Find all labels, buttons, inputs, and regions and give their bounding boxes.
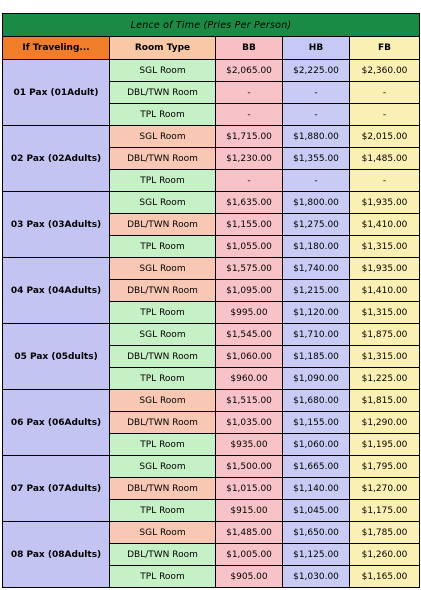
bb-price-cell: - [216, 104, 283, 126]
table-row [3, 456, 420, 478]
hb-price-cell: $1,710.00 [283, 324, 350, 346]
bb-price-cell: - [216, 82, 283, 104]
hb-price-cell: - [283, 170, 350, 192]
fb-price-cell: $1,270.00 [350, 478, 420, 500]
room-type-cell: DBL/TWN Room [110, 346, 216, 368]
bb-price-cell: $1,500.00 [216, 456, 283, 478]
bb-price-cell: - [216, 170, 283, 192]
header-bb: BB [216, 37, 283, 60]
bb-price-cell: $915.00 [216, 500, 283, 522]
room-type-cell: DBL/TWN Room [110, 280, 216, 302]
room-type-cell: TPL Room [110, 302, 216, 324]
fb-price-cell: $1,935.00 [350, 192, 420, 214]
fb-price-cell: $1,410.00 [350, 214, 420, 236]
fb-price-cell: $2,360.00 [350, 60, 420, 82]
bb-price-cell: $1,060.00 [216, 346, 283, 368]
table-title: Lence of Time (Pries Per Person) [3, 14, 420, 37]
hb-price-cell: $1,120.00 [283, 302, 350, 324]
hb-price-cell: $1,650.00 [283, 522, 350, 544]
room-type-cell: TPL Room [110, 500, 216, 522]
pax-label: 08 Pax (08Adults) [3, 522, 110, 588]
bb-price-cell: $1,015.00 [216, 478, 283, 500]
hb-price-cell: $1,155.00 [283, 412, 350, 434]
fb-price-cell: $1,315.00 [350, 302, 420, 324]
pax-label: 04 Pax (04Adults) [3, 258, 110, 324]
header-traveling: If Traveling... [3, 37, 110, 60]
bb-price-cell: $1,035.00 [216, 412, 283, 434]
bb-price-cell: $1,055.00 [216, 236, 283, 258]
hb-price-cell: $1,215.00 [283, 280, 350, 302]
bb-price-cell: $1,155.00 [216, 214, 283, 236]
fb-price-cell: $1,195.00 [350, 434, 420, 456]
fb-price-cell: - [350, 170, 420, 192]
hb-price-cell: $1,185.00 [283, 346, 350, 368]
bb-price-cell: $1,545.00 [216, 324, 283, 346]
hb-price-cell: $1,880.00 [283, 126, 350, 148]
room-type-cell: SGL Room [110, 60, 216, 82]
bb-price-cell: $995.00 [216, 302, 283, 324]
room-type-cell: SGL Room [110, 522, 216, 544]
hb-price-cell: - [283, 82, 350, 104]
room-type-cell: DBL/TWN Room [110, 82, 216, 104]
fb-price-cell: $1,175.00 [350, 500, 420, 522]
bb-price-cell: $1,485.00 [216, 522, 283, 544]
hb-price-cell: $1,030.00 [283, 566, 350, 588]
fb-price-cell: $1,260.00 [350, 544, 420, 566]
fb-price-cell: $1,785.00 [350, 522, 420, 544]
bb-price-cell: $1,005.00 [216, 544, 283, 566]
hb-price-cell: - [283, 104, 350, 126]
table-row [3, 192, 420, 214]
hb-price-cell: $1,275.00 [283, 214, 350, 236]
fb-price-cell: $2,015.00 [350, 126, 420, 148]
room-type-cell: DBL/TWN Room [110, 214, 216, 236]
fb-price-cell: $1,795.00 [350, 456, 420, 478]
pax-label: 07 Pax (07Adults) [3, 456, 110, 522]
room-type-cell: SGL Room [110, 390, 216, 412]
fb-price-cell: $1,315.00 [350, 236, 420, 258]
hb-price-cell: $1,125.00 [283, 544, 350, 566]
fb-price-cell: $1,315.00 [350, 346, 420, 368]
hb-price-cell: $1,090.00 [283, 368, 350, 390]
hb-price-cell: $1,740.00 [283, 258, 350, 280]
hb-price-cell: $1,800.00 [283, 192, 350, 214]
room-type-cell: TPL Room [110, 170, 216, 192]
room-type-cell: TPL Room [110, 236, 216, 258]
fb-price-cell: $1,485.00 [350, 148, 420, 170]
fb-price-cell: $1,875.00 [350, 324, 420, 346]
bb-price-cell: $1,095.00 [216, 280, 283, 302]
fb-price-cell: $1,815.00 [350, 390, 420, 412]
fb-price-cell: - [350, 82, 420, 104]
hb-price-cell: $1,180.00 [283, 236, 350, 258]
hb-price-cell: $1,060.00 [283, 434, 350, 456]
fb-price-cell: $1,165.00 [350, 566, 420, 588]
room-type-cell: SGL Room [110, 126, 216, 148]
pax-label: 05 Pax (05dults) [3, 324, 110, 390]
title-row [3, 14, 420, 37]
room-type-cell: SGL Room [110, 192, 216, 214]
header-hb: HB [283, 37, 350, 60]
hb-price-cell: $1,140.00 [283, 478, 350, 500]
bb-price-cell: $1,515.00 [216, 390, 283, 412]
hb-price-cell: $1,355.00 [283, 148, 350, 170]
bb-price-cell: $905.00 [216, 566, 283, 588]
room-type-cell: TPL Room [110, 566, 216, 588]
price-table-container [2, 13, 419, 588]
room-type-cell: SGL Room [110, 258, 216, 280]
room-type-cell: DBL/TWN Room [110, 544, 216, 566]
pax-label: 06 Pax (06Adults) [3, 390, 110, 456]
bb-price-cell: $1,575.00 [216, 258, 283, 280]
header-fb: FB [350, 37, 420, 60]
fb-price-cell: $1,410.00 [350, 280, 420, 302]
room-type-cell: TPL Room [110, 434, 216, 456]
bb-price-cell: $935.00 [216, 434, 283, 456]
room-type-cell: TPL Room [110, 104, 216, 126]
hb-price-cell: $1,680.00 [283, 390, 350, 412]
room-type-cell: DBL/TWN Room [110, 478, 216, 500]
table-row [3, 522, 420, 544]
price-table [2, 13, 420, 588]
fb-price-cell: $1,935.00 [350, 258, 420, 280]
room-type-cell: SGL Room [110, 456, 216, 478]
hb-price-cell: $1,045.00 [283, 500, 350, 522]
table-row [3, 258, 420, 280]
hb-price-cell: $1,665.00 [283, 456, 350, 478]
bb-price-cell: $960.00 [216, 368, 283, 390]
pax-label: 03 Pax (03Adults) [3, 192, 110, 258]
fb-price-cell: $1,225.00 [350, 368, 420, 390]
room-type-cell: TPL Room [110, 368, 216, 390]
room-type-cell: DBL/TWN Room [110, 148, 216, 170]
table-row [3, 60, 420, 82]
header-room-type: Room Type [110, 37, 216, 60]
pax-label: 01 Pax (01Adult) [3, 60, 110, 126]
room-type-cell: DBL/TWN Room [110, 412, 216, 434]
table-row [3, 324, 420, 346]
bb-price-cell: $1,230.00 [216, 148, 283, 170]
pax-label: 02 Pax (02Adults) [3, 126, 110, 192]
table-row [3, 390, 420, 412]
header-row [3, 37, 420, 60]
hb-price-cell: $2,225.00 [283, 60, 350, 82]
table-row [3, 126, 420, 148]
room-type-cell: SGL Room [110, 324, 216, 346]
bb-price-cell: $2,065.00 [216, 60, 283, 82]
fb-price-cell: $1,290.00 [350, 412, 420, 434]
bb-price-cell: $1,715.00 [216, 126, 283, 148]
bb-price-cell: $1,635.00 [216, 192, 283, 214]
fb-price-cell: - [350, 104, 420, 126]
